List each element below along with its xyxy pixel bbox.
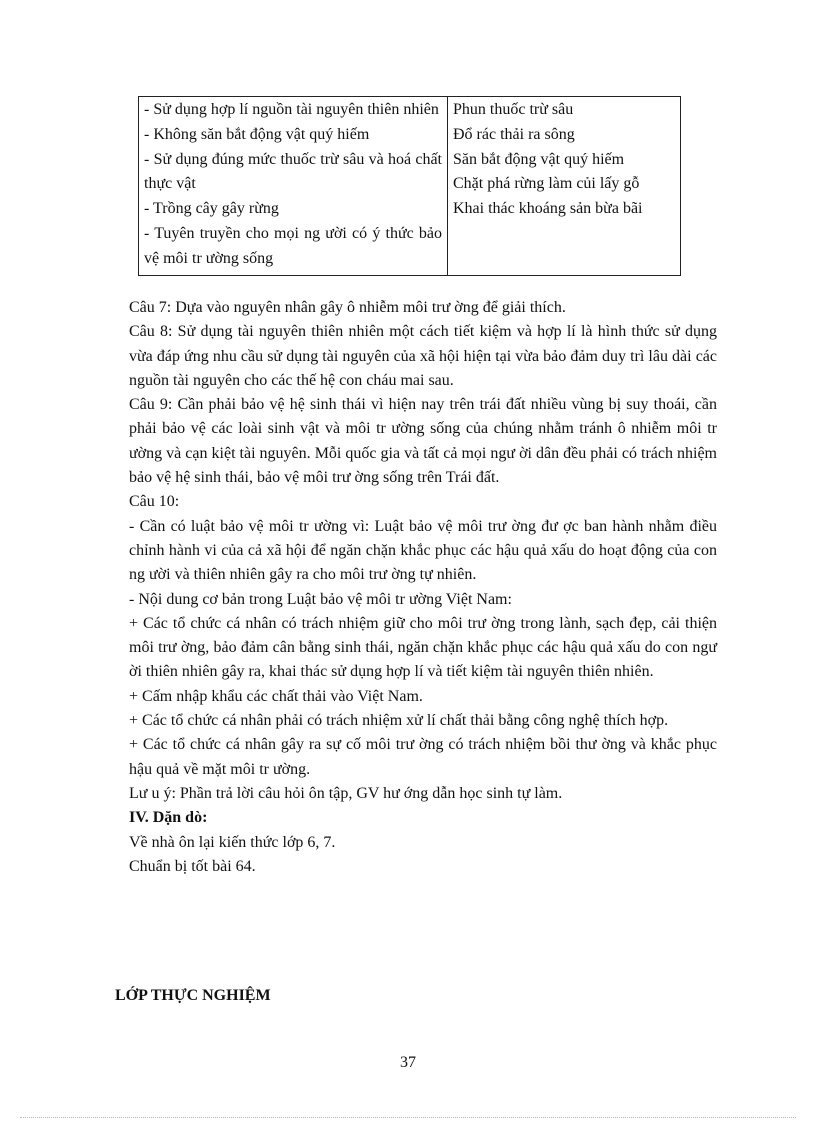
paragraph-noi-dung: - Nội dung cơ bản trong Luật bảo vệ môi tr ường Việt Nam: [129,590,512,608]
page-number: 37 [400,1054,416,1071]
section-heading-dan-do: IV. Dặn dò: [129,809,208,827]
paragraph-bullet-2: + Cấm nhập khẩu các chất thải vào Việt Nam. [129,687,423,705]
list-item: - Không săn bắt động vật quý hiếm [144,125,370,143]
list-item: - Trồng cây gây rừng [144,200,279,218]
list-item: Phun thuốc trừ sâu [453,101,574,118]
paragraph-bullet-4: + Các tổ chức cá nhân gây ra sự cố môi trư ờng có trách nhiệm bồi thư ờng và khắc phục hậu quả về mặt môi tr ường. [129,736,717,778]
paragraph-luu-y: Lư u ý: Phần trả lời câu hỏi ôn tập, GV hư ớng dẫn học sinh tự làm. [129,784,563,802]
list-item: Đổ rác thải ra sông [453,125,575,143]
table-row [139,97,681,276]
paragraph-cau-7: Câu 7: Dựa vào nguyên nhân gây ô nhiễm môi trư ờng để giải thích. [129,299,566,316]
list-item: Săn bắt động vật quý hiếm [453,150,625,168]
paragraph-cau-8: Câu 8: Sử dụng tài nguyên thiên nhiên một cách tiết kiệm và hợp lí là hình thức sử dụng vừa đáp ứng nhu cầu sử dụng tài nguyên của xã hội hiện tại vừa bảo đảm duy trì lâu dài các nguồn tài nguyên cho các thế hệ con cháu mai sau. [129,323,717,389]
list-item: - Sử dụng hợp lí nguồn tài nguyên thiên nhiên [144,101,439,118]
list-item: - Sử dụng đúng mức thuốc trừ sâu và hoá chất thực vật [144,150,442,193]
paragraph-bullet-3: + Các tổ chức cá nhân phải có trách nhiệm xử lí chất thải bằng công nghệ thích hợp. [129,712,669,730]
paragraph-ve-nha: Về nhà ôn lại kiến thức lớp 6, 7. [129,833,336,851]
paragraph-chuan-bi: Chuẩn bị tốt bài 64. [129,857,256,875]
list-item: Chặt phá rừng làm củi lấy gỗ [453,175,640,193]
paragraph-bullet-1: + Các tổ chức cá nhân có trách nhiệm giữ cho môi trư ờng trong lành, sạch đẹp, cải thiện môi trư ờng, bảo đảm cân bằng sinh thái, ngăn chặn khắc phục các hậu quả xấu do con ngư ời thiên nhiên gây ra, khai thác sử dụng hợp lí và tiết kiệm tài nguyên thiên nhiên. [129,614,717,681]
list-item: - Tuyên truyền cho mọi ng ười có ý thức bảo vệ môi tr ường sống [144,224,442,267]
footer-divider [20,1117,796,1118]
paragraph-cau-10: Câu 10: [129,493,180,511]
paragraph-cau-9: Câu 9: Cần phải bảo vệ hệ sinh thái vì hiện nay trên trái đất nhiều vùng bị suy thoái, cần phải bảo vệ các loài sinh vật và môi tr ường sống của chúng nhằm tránh ô nhiễm môi tr ường và cạn kiệt tài nguyên. Mỗi quốc gia và tất cả mọi ngư ời dân đều phải có trách nhiệm bảo vệ hệ sinh thái, bảo vệ môi trư ờng sống trên Trái đất. [129,396,717,487]
paragraph-luat: - Cần có luật bảo vệ môi tr ường vì: Luật bảo vệ môi trư ờng đư ợc ban hành nhằm điều chỉnh hành vi của cả xã hội để ngăn chặn khắc phục các hậu quả xấu do hoạt động của con ng ười và thiên nhiên gây ra cho môi trư ờng tự nhiên. [129,517,717,584]
list-item: Khai thác khoáng sản bừa bãi [453,200,643,218]
section-heading-lop-thuc-nghiem: LỚP THỰC NGHIỆM [115,987,271,1004]
table-cell-left [139,97,448,276]
body-text [129,296,717,879]
comparison-table [138,96,681,276]
table-cell-right [448,97,681,276]
